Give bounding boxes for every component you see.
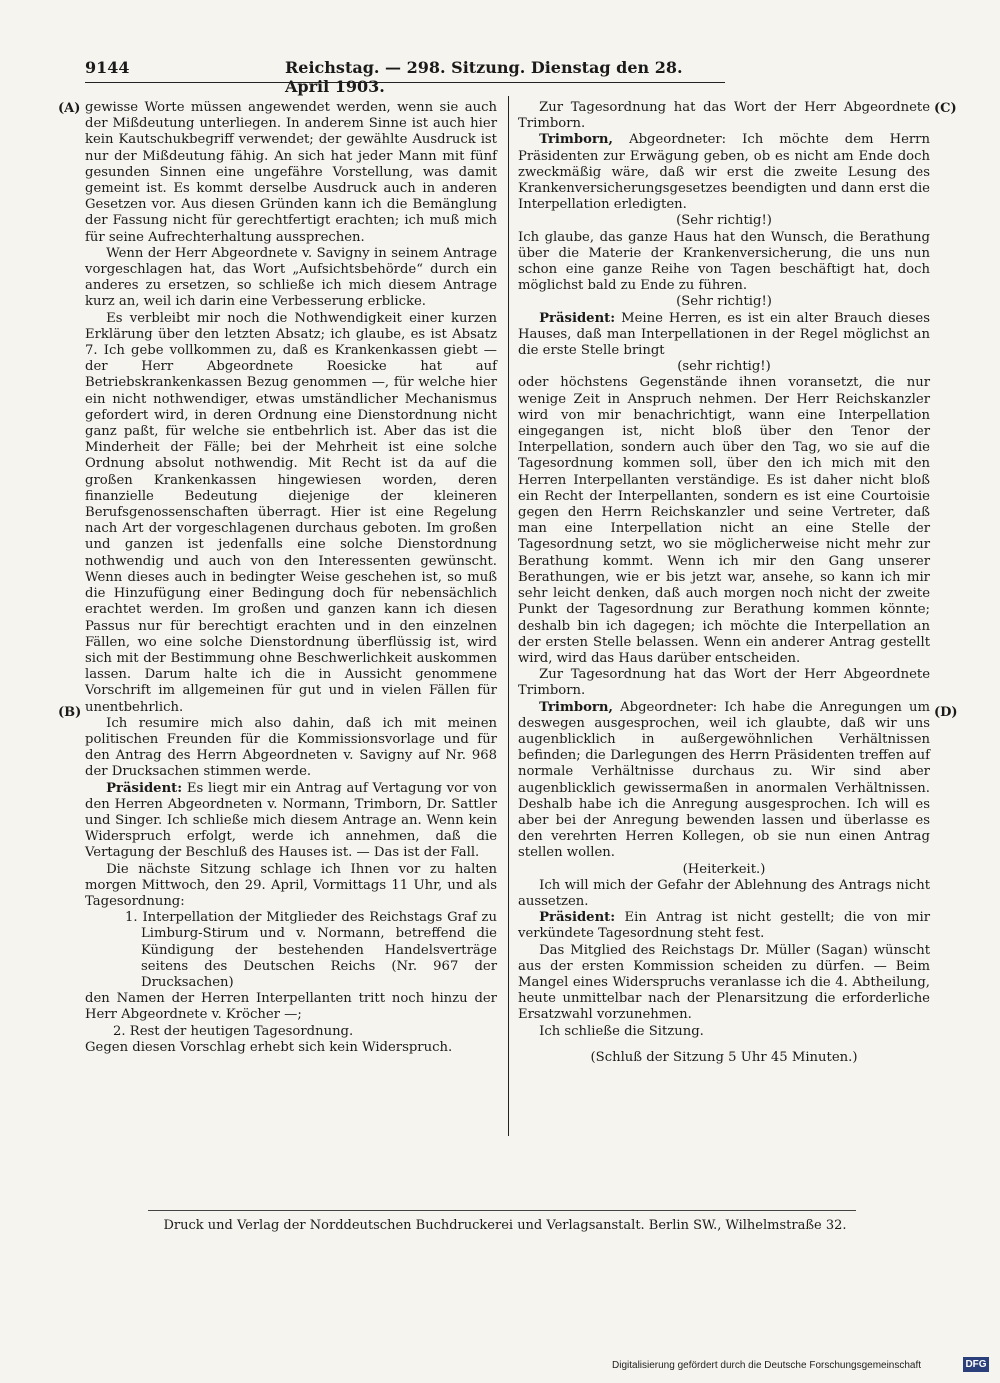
footer-rule [148,1210,856,1211]
right-column [518,100,930,1066]
margin-marker-c: (C) [934,101,957,116]
header-rule [85,82,725,83]
paragraph: Das Mitglied des Reichstags Dr. Müller (Sagan) wünscht aus der ersten Kommission scheiden zu dürfen. — Beim Mangel eines Widerspruchs veranlasse ich die 4. Abtheilung, heute unmittelbar nach der Plenarsitzung die erforderliche Ersatzwahl vorzunehmen. [518,942,930,1023]
page-number: 9144 [85,58,130,77]
speech-text: Meine Herren, es ist ein alter Brauch dieses Hauses, daß man Interpellationen in der Regel möglichst an die erste Stelle bringt [518,310,930,359]
paragraph: den Namen der Herren Interpellanten tritt noch hinzu der Herr Abgeordnete v. Kröcher —; [85,991,497,1023]
page-header [85,58,725,96]
agenda-item-1: 1. Interpellation der Mitglieder des Reichstags Graf zu Limburg-Stirum und v. Normann, betreffend die Kündigung der bestehenden Handelsverträge seitens des Deutschen Reichs (Nr. 967 der Drucksachen) [125,910,497,990]
session-close-note: (Schluß der Sitzung 5 Uhr 45 Minuten.) [590,1049,858,1065]
agenda-item-2: 2. Rest der heutigen Tagesordnung. [113,1023,354,1039]
margin-marker-b: (B) [58,705,82,720]
speech-president [85,781,497,862]
speaker-name: Trimborn, [539,699,614,715]
paragraph: oder höchstens Gegenstände ihnen voransetzt, die nur wenige Zeit in Anspruch nehmen. Der Herr Reichskanzler wird von mir benachrichtigt, wann eine Interpellation eingegangen ist, nicht bloß über den Tenor der Interpellation, sondern auch über den Tag, wo sie auf die Tagesordnung kommen soll, über den ich mich mit den Herren Interpellanten verständige. Es ist daher nicht bloß ein Recht der Interpellanten, sondern es ist eine Courtoisie gegen den Herrn Reichskanzler und seine Vertreter, daß man eine Interpellation nicht an eine Stelle der Tagesordnung setzt, wo sie möglicherweise nicht mehr zur Berathung kommt. Wenn ich mir den Gang unserer Berathungen, wie er bis jetzt war, ansehe, so kann ich mir sehr leicht denken, daß auch morgen noch nicht der zweite Punkt der Tagesordnung zur Berathung kommen könnte; deshalb bin ich dagegen; ich möchte die Interpellation an der ersten Stelle belassen. Wenn ein anderer Antrag gestellt wird, wird das Haus darüber entscheiden. [518,375,930,666]
paragraph: Ich will mich der Gefahr der Ablehnung des Antrags nicht aussetzen. [518,877,930,909]
speech-text: Ein Antrag ist nicht gestellt; die von mir verkündete Tagesordnung steht fest. [518,910,930,942]
speaker-name: Trimborn, [539,132,614,148]
interjection: (sehr richtig!) [677,359,771,375]
interjection: (Sehr richtig!) [676,294,772,310]
speaker-name: Präsident: [106,780,183,796]
speech-president [518,910,930,942]
paragraph: gewisse Worte müssen angewendet werden, wenn sie auch der Mißdeutung unterliegen. In anderem Sinne ist auch hier kein Kautschukbegriff verwendet; der gewählte Ausdruck ist nur der Mißdeutung fähig. An sich hat jeder Mann mit fünf gesunden Sinnen eine ungefähre Vorstellung, was damit gemeint ist. Es kommt derselbe Ausdruck auch in anderen Gesetzen vor. Aus diesen Gründen kann ich die Bemänglung der Fassung nicht für gerechtfertigt erachten; ich muß mich für seine Aufrechterhaltung aussprechen. [85,100,497,245]
speech-trimborn [518,700,930,862]
speech-text: Es liegt mir ein Antrag auf Vertagung vor von den Herren Abgeordneten v. Normann, Trimborn, Dr. Sattler und Singer. Ich schließe mich diesem Antrage an. Wenn kein Widerspruch erfolgt, werde ich annehmen, daß die Vertagung der Beschluß des Hauses ist. — Das ist der Fall. [85,780,497,861]
paragraph: Ich glaube, das ganze Haus hat den Wunsch, die Berathung über die Materie der Krankenversicherung, die uns nun schon eine ganze Reihe von Tagen beschäftigt hat, doch möglichst bald zu Ende zu führen. [518,229,930,294]
paragraph: Wenn der Herr Abgeordnete v. Savigny in seinem Antrage vorgeschlagen hat, das Wort „Aufsichtsbehörde“ durch ein anderes zu ersetzen, so schließe ich mich diesem Antrage kurz an, weil ich darin eine Verbesserung erblicke. [85,245,497,310]
dfg-logo: DFG [963,1357,989,1372]
margin-marker-d: (D) [934,705,958,720]
paragraph: Zur Tagesordnung hat das Wort der Herr Abgeordnete Trimborn. [518,667,930,699]
paragraph: Die nächste Sitzung schlage ich Ihnen vor zu halten morgen Mittwoch, den 29. April, Vormittags 11 Uhr, und als Tagesordnung: [85,861,497,909]
speech-text: Abgeordneter: Ich habe die Anregungen um deswegen ausgesprochen, weil ich glaubte, daß wir uns augenblicklich in außergewöhnlichen Verhältnissen befinden; die Darlegungen des Herrn Präsidenten treffen auf normale Verhältnisse durchaus zu. Wir sind aber augenblicklich gewissermaßen in anormalen Verhältnissen. Deshalb habe ich die Anregung ausgesprochen. Ich will es aber bei der Anregung bewenden lassen und überlasse es den verehrten Herren Kollegen, ob sie nun einen Antrag stellen wollen. [518,699,930,861]
paragraph: Es verbleibt mir noch die Nothwendigkeit einer kurzen Erklärung über den letzten Absatz; ich glaube, es ist Absatz 7. Ich gebe vollkommen zu, daß es Krankenkassen giebt — der Herr Abgeordnete Roesicke hat auf Betriebskrankenkassen Bezug genommen —, für welche hier ein nicht nothwendiger, etwas umständlicher Mechanismus gefordert wird, in deren Ordnung eine Dienstordnung nicht ganz paßt, für welche sie entbehrlich ist. Aber das ist die Minderheit der Fälle; bei der Mehrheit ist eine solche Ordnung absolut nothwendig. Mit Recht ist da auf die großen Krankenkassen hingewiesen worden, deren finanzielle Bedeutung diejenige der kleineren Berufsgenossenschaften überragt. Hier ist eine Regelung nach Art der vorgeschlagenen durchaus geboten. Im großen und ganzen ist jedenfalls eine solche Dienstordnung nothwendig und auch von den Interessenten gewünscht. Wenn dieses auch in bedingter Weise geschehen ist, so muß die Hinzufügung einer Bedingung doch für nebensächlich erachtet werden. Im großen und ganzen kann ich diesen Passus nur für berechtigt erachten und in den einzelnen Fällen, wo eine solche Dienstordnung überflüssig ist, wird sich mit der Bestimmung ohne Beschwerlichkeit auskommen lassen. Darum halte ich die in Aussicht genommene Vorschrift im allgemeinen für gut und in vielen Fällen für unentbehrlich. [85,310,497,715]
speech-text: Abgeordneter: Ich möchte dem Herrn Präsidenten zur Erwägung geben, ob es nicht am Ende doch zweckmäßig wäre, daß wir erst die zweite Lesung des Krankenversicherungsgesetzes beendigten und dann erst die Interpellation erledigten. [518,132,930,213]
imprint: Druck und Verlag der Norddeutschen Buchdruckerei und Verlagsanstalt. Berlin SW., Wilhelmstraße 32. [163,1218,847,1233]
paragraph: Gegen diesen Vorschlag erhebt sich kein Widerspruch. [85,1039,453,1055]
left-column [85,100,497,1056]
speech-trimborn [518,132,930,213]
margin-marker-a: (A) [58,101,81,116]
running-title: Reichstag. — 298. Sitzung. Dienstag den 28. April 1903. [285,58,683,96]
paragraph: Ich schließe die Sitzung. [539,1023,704,1039]
paragraph: Ich resumire mich also dahin, daß ich mit meinen politischen Freunden für die Kommissionsvorlage und für den Antrag des Herrn Abgeordneten v. Savigny auf Nr. 968 der Drucksachen stimmen werde. [85,715,497,780]
speaker-name: Präsident: [539,910,616,926]
speech-president [518,311,930,360]
column-divider [508,96,509,1136]
speaker-name: Präsident: [539,310,616,326]
digitization-notice: Digitalisierung gefördert durch die Deutsche Forschungsgemeinschaft [612,1360,922,1371]
paragraph: Zur Tagesordnung hat das Wort der Herr Abgeordnete Trimborn. [518,100,930,132]
interjection: (Sehr richtig!) [676,213,772,229]
interjection: (Heiterkeit.) [682,861,766,877]
